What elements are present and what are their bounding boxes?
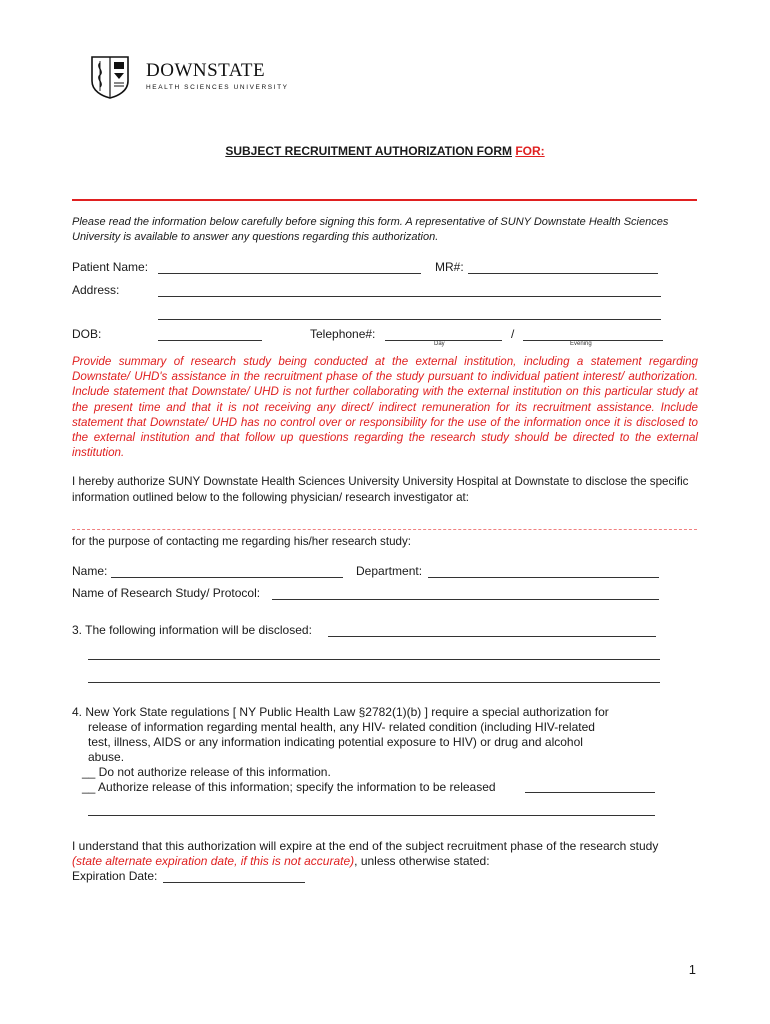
evening-caption: Evening [570, 341, 592, 347]
day-caption: Day [434, 341, 445, 347]
department-field[interactable] [428, 577, 659, 578]
intro-text: Please read the information below carefully before signing this form. A representative of SUNY Downstate Health Sciences University is available to answer any questions regarding this authorization. [72, 216, 669, 243]
dob-label: DOB: [72, 327, 102, 341]
specify-info-field-1[interactable] [525, 792, 655, 793]
logo-subtitle: HEALTH SCIENCES UNIVERSITY [146, 84, 289, 91]
mr-label: MR#: [435, 260, 464, 274]
form-title-main: SUBJECT RECRUITMENT AUTHORIZATION FORM [225, 144, 512, 158]
address-line-2-field[interactable] [158, 319, 661, 320]
telephone-slash: / [511, 327, 515, 341]
downstate-shield-logo-icon [90, 55, 130, 99]
expire-suffix: , unless otherwise stated: [354, 854, 490, 868]
expiration-date-field[interactable] [163, 882, 305, 883]
mr-field[interactable] [468, 273, 658, 274]
purpose-text: for the purpose of contacting me regarding his/her research study: [72, 535, 411, 548]
patient-name-field[interactable] [158, 273, 421, 274]
telephone-evening-field[interactable] [523, 340, 663, 341]
title-red-rule [72, 199, 697, 201]
specify-info-field-2[interactable] [88, 815, 655, 816]
study-label: Name of Research Study/ Protocol: [72, 586, 261, 600]
nys-text-line-3: test, illness, AIDS or any information indicating potential exposure to HIV) or drug and alcohol [88, 735, 583, 749]
expire-text-line-2 [72, 854, 490, 868]
dob-field[interactable] [158, 340, 262, 341]
expire-text: I understand that this authorization will expire at the end of the subject recruitment phase of the research study [72, 839, 659, 853]
disclosed-field-2[interactable] [88, 659, 660, 660]
address-line-1-field[interactable] [158, 296, 661, 297]
option-authorize[interactable]: __ Authorize release of this information; specify the information to be released [82, 780, 496, 794]
disclosed-field-3[interactable] [88, 682, 660, 683]
disclosed-label: 3. The following information will be disclosed: [72, 623, 312, 637]
nys-text-line-1: 4. New York State regulations [ NY Public Health Law §2782(1)(b) ] require a special authorization for [72, 705, 609, 719]
name-field[interactable] [111, 577, 343, 578]
authorize-text: I hereby authorize SUNY Downstate Health Sciences University University Hospital at Downstate to disclose the specific information outlined below to the following physician/ research investigator at: [72, 475, 689, 504]
department-label: Department: [356, 564, 423, 578]
option-do-not-authorize[interactable]: __ Do not authorize release of this information. [82, 765, 331, 779]
investigator-field[interactable] [72, 529, 697, 530]
telephone-label: Telephone#: [310, 327, 376, 341]
nys-text-line-4: abuse. [88, 750, 125, 764]
expire-alternate-note: (state alternate expiration date, if this is not accurate) [72, 854, 355, 868]
address-label: Address: [72, 283, 120, 297]
summary-instruction: Provide summary of research study being conducted at the external institution, including a statement regarding Downstate/ UHD's assistance in the recruitment phase of the study pursuant to individual patient interest/ authorization. Include statement that Downstate/ UHD is not further collaborating with the external institution on this particular study at the present time and that it is not receiving any direct/ indirect remuneration for its recruitment assistance. Include statement that Downstate/ UHD has no control over or responsibility for the use of the information once it is disclosed to the external institution and that follow up questions regarding the research study should be directed to the external institution. [72, 355, 698, 460]
name-label: Name: [72, 564, 108, 578]
expiration-date-label: Expiration Date: [72, 869, 158, 883]
disclosed-field-1[interactable] [328, 636, 656, 637]
patient-name-label: Patient Name: [72, 260, 149, 274]
nys-text-line-2: release of information regarding mental health, any HIV- related condition (including HIV-related [88, 720, 595, 734]
study-field[interactable] [272, 599, 659, 600]
page-number: 1 [688, 962, 696, 977]
form-title [0, 144, 770, 158]
logo-name: DOWNSTATE [146, 60, 266, 81]
form-title-for: FOR: [515, 144, 545, 158]
